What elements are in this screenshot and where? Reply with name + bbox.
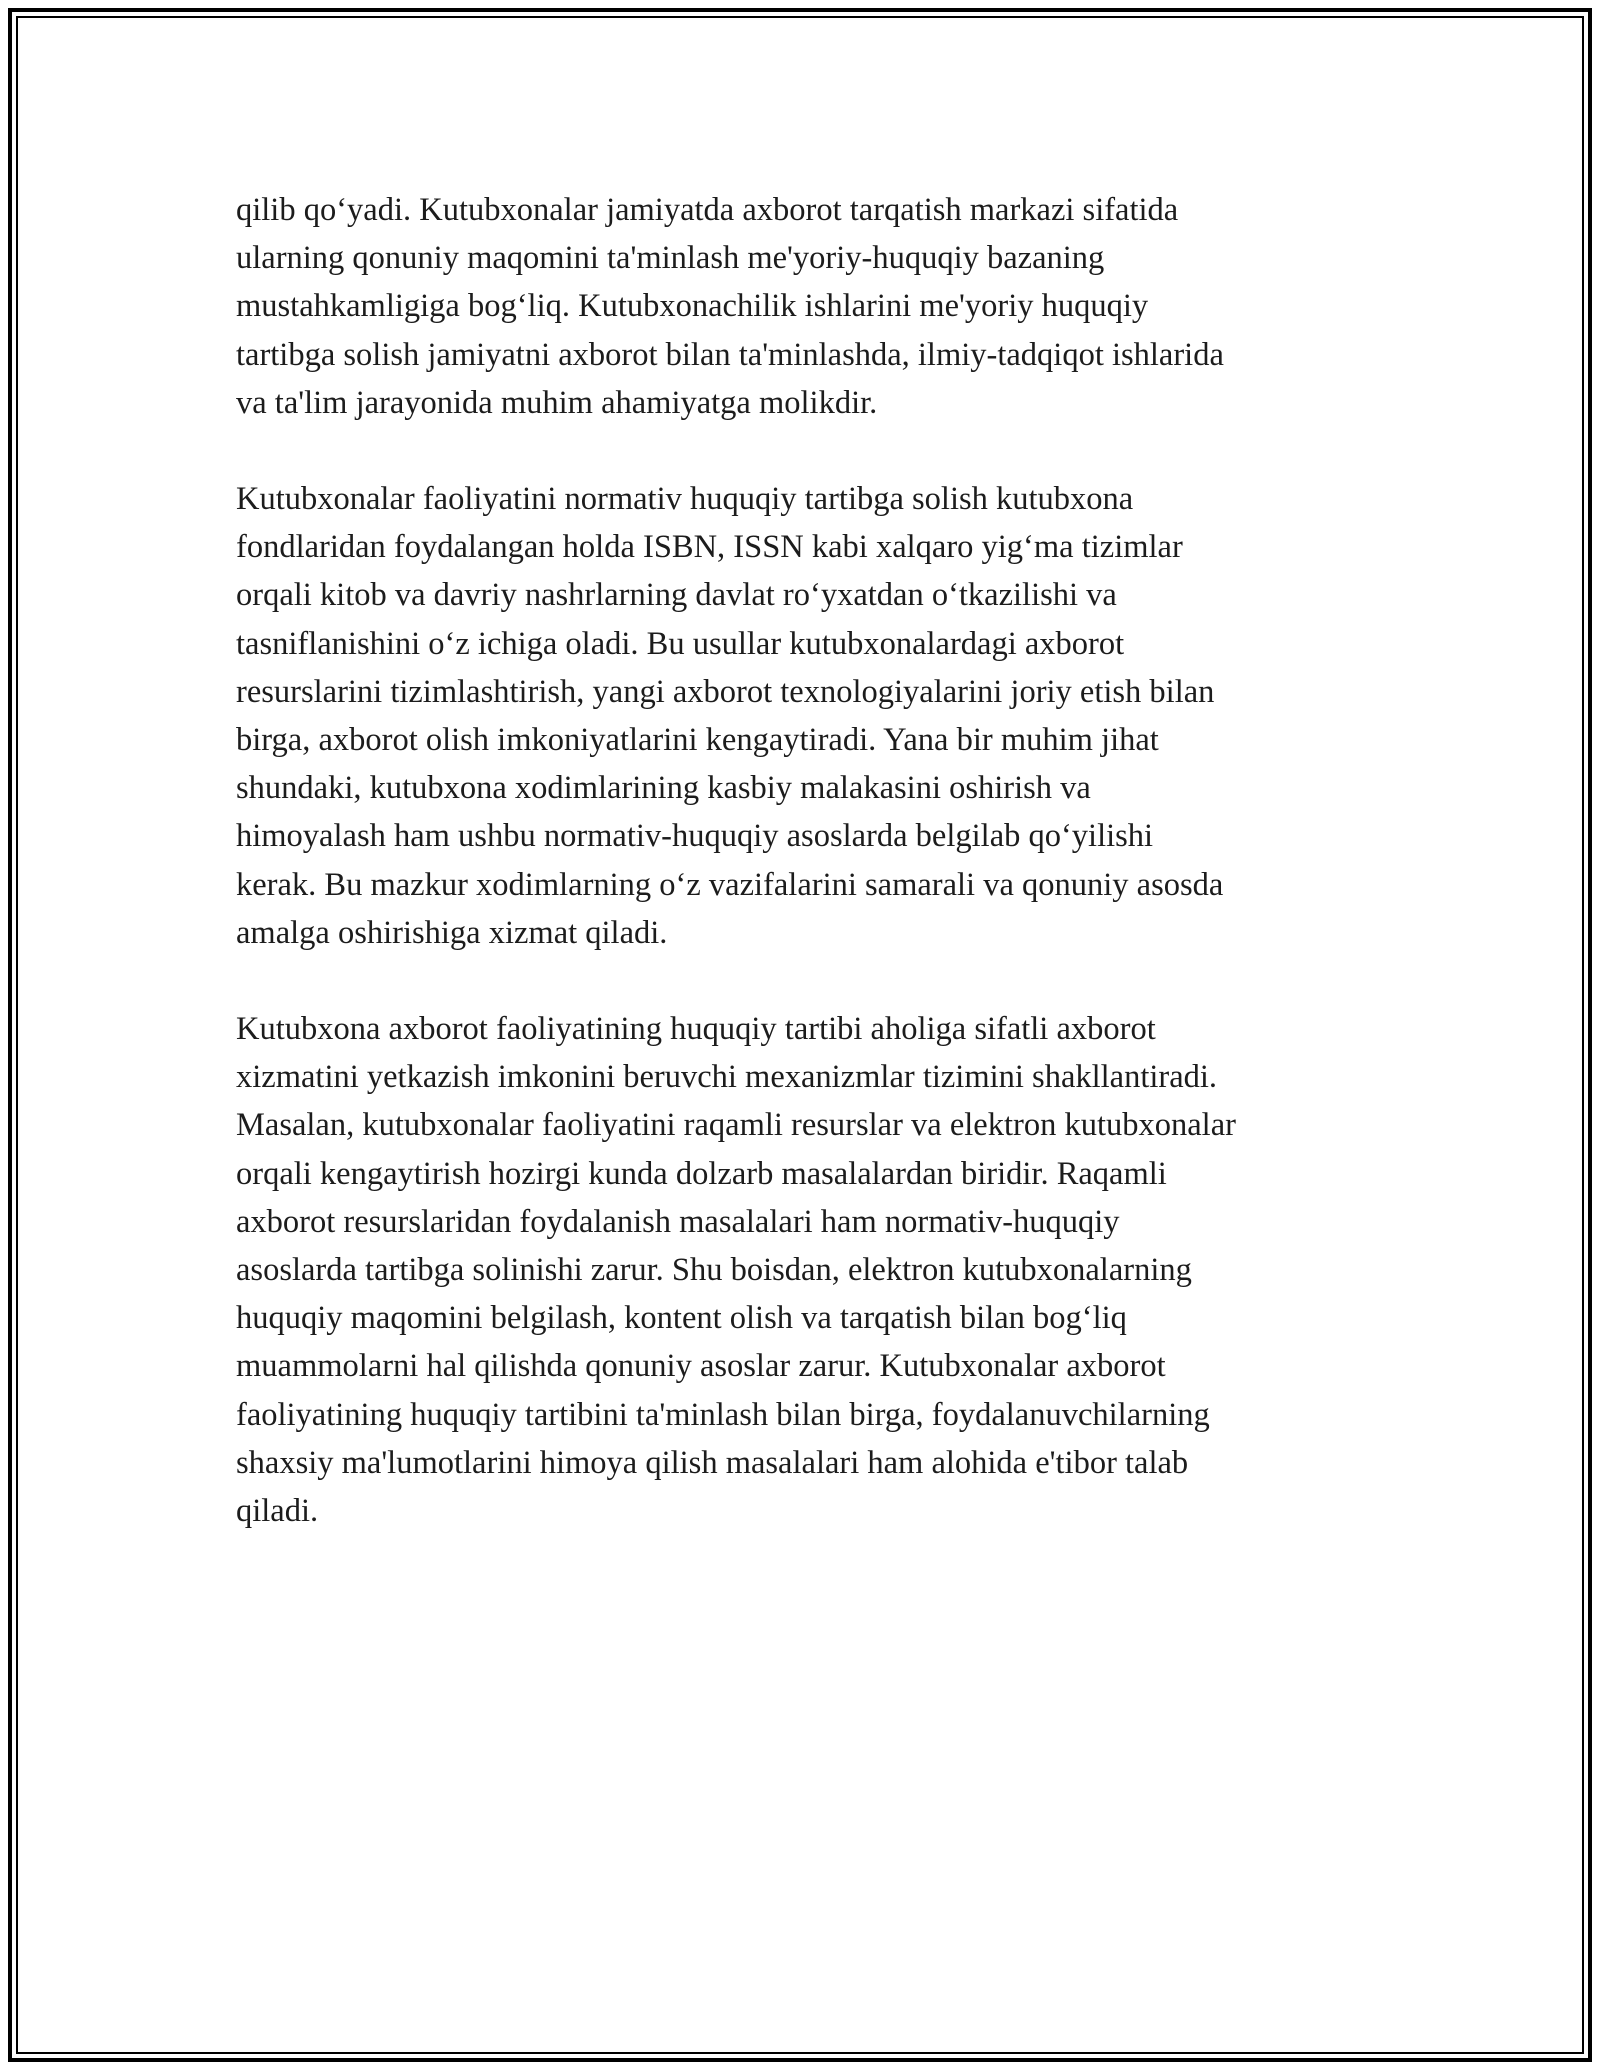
text-line: shundaki, kutubxona xodimlarining kasbiy malakasini oshirish va xyxy=(236,770,1091,807)
paragraph-1 xyxy=(236,186,1376,427)
text-line: faoliyatining huquqiy tartibini ta'minlash bilan birga, foydalanuvchilarning xyxy=(236,1396,1210,1433)
text-line: resurslarini tizimlashtirish, yangi axborot texnologiyalarini joriy etish bilan xyxy=(236,673,1215,710)
text-line: orqali kengaytirish hozirgi kunda dolzarb masalalardan biridir. Raqamli xyxy=(236,1155,1167,1192)
text-line: ularning qonuniy maqomini ta'minlash me'yoriy-huquqiy bazaning xyxy=(236,240,1105,277)
text-line: mustahkamligiga bog‘liq. Kutubxonachilik ishlarini me'yoriy huquqiy xyxy=(236,288,1149,325)
text-line: qiladi. xyxy=(236,1493,319,1530)
paragraph-2 xyxy=(236,475,1376,957)
text-line: himoyalash ham ushbu normativ-huquqiy asoslarda belgilab qo‘yilishi xyxy=(236,818,1154,855)
text-line: shaxsiy ma'lumotlarini himoya qilish masalalari ham alohida e'tibor talab xyxy=(236,1444,1189,1481)
text-line: qilib qo‘yadi. Kutubxonalar jamiyatda axborot tarqatish markazi sifatida xyxy=(236,192,1179,228)
text-line: orqali kitob va davriy nashrlarning davlat ro‘yxatdan o‘tkazilishi va xyxy=(236,577,1117,614)
text-line: amalga oshirishiga xizmat qiladi. xyxy=(236,914,668,951)
text-line: birga, axborot olish imkoniyatlarini kengaytiradi. Yana bir muhim jihat xyxy=(236,722,1159,759)
text-line: axborot resurslaridan foydalanish masalalari ham normativ-huquqiy xyxy=(236,1203,1120,1240)
text-line: asoslarda tartibga solinishi zarur. Shu boisdan, elektron kutubxonalarning xyxy=(236,1252,1192,1289)
text-line: fondlaridan foydalangan holda ISBN, ISSN kabi xalqaro yig‘ma tizimlar xyxy=(236,529,1183,566)
text-line: tasniflanishini o‘z ichiga oladi. Bu usullar kutubxonalardagi axborot xyxy=(236,625,1125,662)
text-line: kerak. Bu mazkur xodimlarning o‘z vazifalarini samarali va qonuniy asosda xyxy=(236,866,1224,903)
text-line: Kutubxonalar faoliyatini normativ huquqiy tartibga solish kutubxona xyxy=(236,481,1134,518)
text-line: tartibga solish jamiyatni axborot bilan ta'minlashda, ilmiy-tadqiqot ishlarida xyxy=(236,336,1224,373)
paragraph-3 xyxy=(236,1005,1376,1535)
text-line: va ta'lim jarayonida muhim ahamiyatga molikdir. xyxy=(236,384,878,421)
text-line: Kutubxona axborot faoliyatining huquqiy tartibi aholiga sifatli axborot xyxy=(236,1011,1156,1048)
text-line: Masalan, kutubxonalar faoliyatini raqamli resurslar va elektron kutubxonalar xyxy=(236,1107,1236,1144)
text-line: muammolarni hal qilishda qonuniy asoslar zarur. Kutubxonalar axborot xyxy=(236,1348,1166,1385)
text-line: huquqiy maqomini belgilash, kontent olish va tarqatish bilan bog‘liq xyxy=(236,1300,1127,1337)
text-line: xizmatini yetkazish imkonini beruvchi mexanizmlar tizimini shakllantiradi. xyxy=(236,1059,1218,1096)
document-body xyxy=(236,186,1376,1583)
